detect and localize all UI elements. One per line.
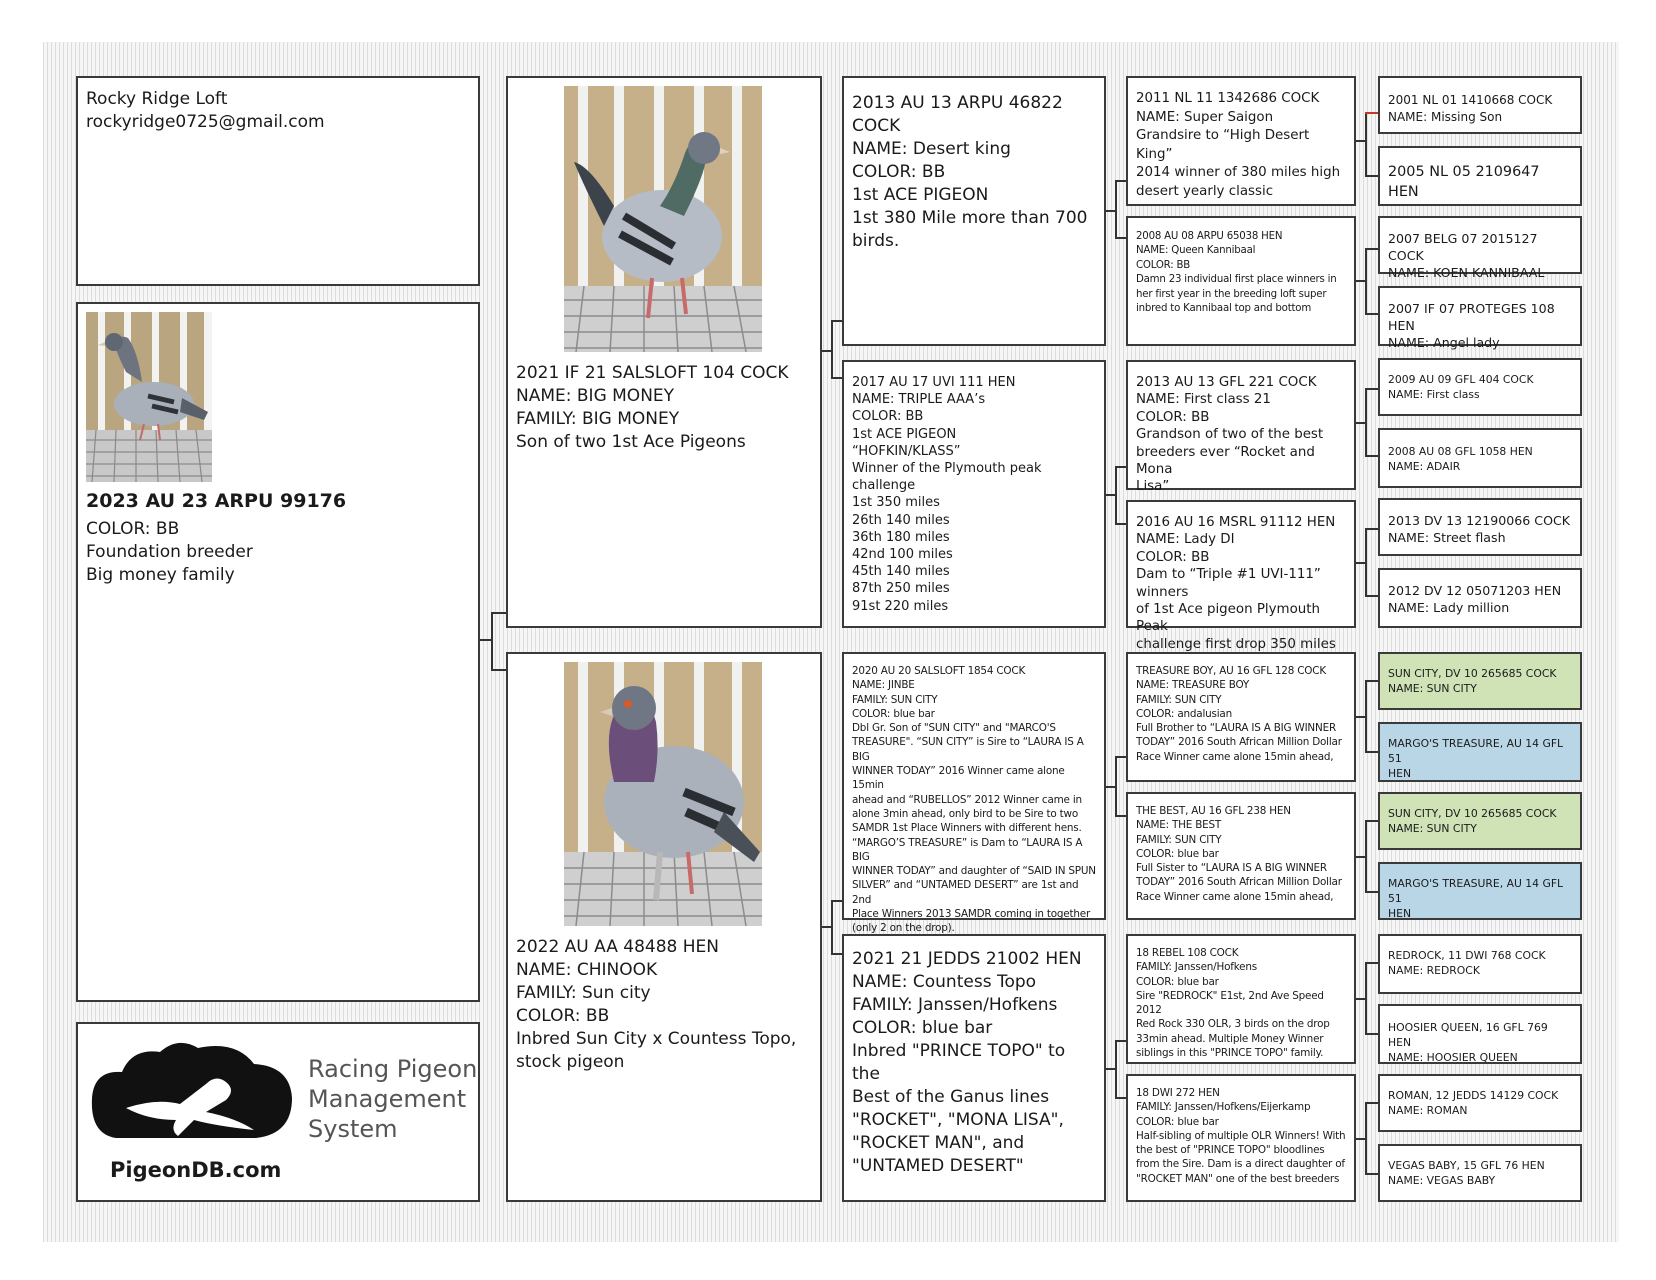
gen4-10: MARGO'S TREASURE, AU 14 GFL 51 HEN xyxy=(1378,722,1582,782)
connector-line xyxy=(1365,595,1378,597)
connector-line xyxy=(1365,313,1378,315)
gen4-9: SUN CITY, DV 10 265685 COCK NAME: SUN CITY xyxy=(1378,652,1582,710)
sire-text: 2021 IF 21 SALSLOFT 104 COCK NAME: BIG MONEY FAMILY: BIG MONEY Son of two 1st Ace Pigeons xyxy=(516,363,789,452)
connector-line xyxy=(1365,1102,1378,1104)
connector-line xyxy=(491,612,506,614)
connector-line xyxy=(1365,962,1367,1034)
gen3-3: 2013 AU 13 GFL 221 COCK NAME: First class 21 COLOR: BB Grandson of two of the best breeders ever “Rocket and Mona Lisa” xyxy=(1126,360,1356,490)
loft-name: Rocky Ridge Loft xyxy=(86,89,228,109)
gen2-sire-sire: 2013 AU 13 ARPU 46822 COCK NAME: Desert king COLOR: BB 1st ACE PIGEON 1st 380 Mile more than 700 birds. xyxy=(842,76,1106,346)
gen4-13: REDROCK, 11 DWI 768 COCK NAME: REDROCK xyxy=(1378,934,1582,994)
connector-line xyxy=(1115,1040,1117,1098)
gen4-16: VEGAS BABY, 15 GFL 76 HEN NAME: VEGAS BABY xyxy=(1378,1144,1582,1202)
gen2-dam-dam: 2021 21 JEDDS 21002 HEN NAME: Countess Topo FAMILY: Janssen/Hofkens COLOR: blue bar Inbred "PRINCE TOPO" to the Best of the Ganus lines "ROCKET", "MONA LISA", "ROCKET MAN", and "UNTAMED DESERT" xyxy=(842,934,1106,1202)
connector-line xyxy=(1115,756,1126,758)
gen3-5: TREASURE BOY, AU 16 GFL 128 COCK NAME: TREASURE BOY FAMILY: SUN CITY COLOR: andalusian Full Brother to “LAURA IS A BIG WINNER TODAY” 2016 South African Million Dollar Race Winner came alone 15min ahead, xyxy=(1126,652,1356,782)
connector-line xyxy=(1115,756,1117,816)
gen4-12: MARGO'S TREASURE, AU 14 GFL 51 HEN xyxy=(1378,862,1582,920)
subject-band: 2023 AU 23 ARPU 99176 xyxy=(86,490,347,512)
gen3-6: THE BEST, AU 16 GFL 238 HEN NAME: THE BEST FAMILY: SUN CITY COLOR: blue bar Full Sister to “LAURA IS A BIG WINNER TODAY” 2016 South African Million Dollar Race Winner came alone 15min ahead, xyxy=(1126,792,1356,920)
connector-line xyxy=(831,953,842,955)
gen3-2: 2008 AU 08 ARPU 65038 HEN NAME: Queen Kannibaal COLOR: BB Damn 23 individual first place winners in her first year in the breeding loft super inbred to Kannibaal top and bottom xyxy=(1126,216,1356,346)
connector-line xyxy=(1115,466,1117,524)
connector-line xyxy=(1365,680,1378,682)
connector-line xyxy=(1115,1040,1126,1042)
gen3-1: 2011 NL 11 1342686 COCK NAME: Super Saigon Grandsire to “High Desert King” 2014 winner of 380 miles high desert yearly classic xyxy=(1126,76,1356,206)
connector-line xyxy=(1365,1173,1378,1175)
connector-line xyxy=(491,612,493,670)
gen3-4: 2016 AU 16 MSRL 91112 HEN NAME: Lady DI COLOR: BB Dam to “Triple #1 UVI-111” winners of 1st Ace pigeon Plymouth Peak challenge first drop 350 miles xyxy=(1126,500,1356,628)
connector-line xyxy=(1365,112,1367,176)
gen4-4: 2007 IF 07 PROTEGES 108 HEN NAME: Angel lady xyxy=(1378,286,1582,346)
gen4-14: HOOSIER QUEEN, 16 GFL 769 HEN NAME: HOOSIER QUEEN xyxy=(1378,1004,1582,1064)
logo-site[interactable]: PigeonDB.com xyxy=(110,1158,282,1182)
gen4-2: 2005 NL 05 2109647 HEN xyxy=(1378,146,1582,206)
connector-line xyxy=(1115,815,1126,817)
gen2-dam-sire: 2020 AU 20 SALSLOFT 1854 COCK NAME: JINBE FAMILY: SUN CITY COLOR: blue bar Dbl Gr. Son of "SUN CITY" and "MARCO'S TREASURE". “SUN CITY” is Sire to “LAURA IS A BIG WINNER TODAY” 2016 Winner came alone 15min ahead and “RUBELLOS” 2012 Winner came in alone 3min ahead, only bird to be Sire to two SAMDR 1st Place Winners with different hens. “MARGO’S TREASURE” is Dam to “LAURA IS A BIG WINNER TODAY” and daughter of “SAID IN SPUN SILVER” and “UNTAMED DESERT” are 1st and 2nd Place Winners 2013 SAMDR coming in together (only 2 on the drop). xyxy=(842,652,1106,920)
connector-line xyxy=(1365,528,1378,530)
gen4-15: ROMAN, 12 JEDDS 14129 COCK NAME: ROMAN xyxy=(1378,1074,1582,1132)
gen3-8: 18 DWI 272 HEN FAMILY: Janssen/Hofkens/Eijerkamp COLOR: blue bar Half-sibling of multiple OLR Winners! With the best of "PRINCE TOPO" bloodlines from the Sire. Dam is a direct daughter of "ROCKET MAN" one of the best breeders xyxy=(1126,1074,1356,1202)
gen3-7: 18 REBEL 108 COCK FAMILY: Janssen/Hofkens COLOR: blue bar Sire "REDROCK" E1st, 2nd Ave Speed 2012 Red Rock 330 OLR, 3 birds on the drop 33min ahead. Multiple Money Winner siblings in this "PRINCE TOPO" family. xyxy=(1126,934,1356,1064)
gen4-1: 2001 NL 01 1410668 COCK NAME: Missing Son xyxy=(1378,76,1582,134)
connector-line xyxy=(1365,962,1378,964)
connector-line xyxy=(1365,680,1367,752)
sire-photo xyxy=(564,86,762,352)
connector-line xyxy=(831,900,842,902)
subject-photo xyxy=(86,312,212,482)
gen4-11: SUN CITY, DV 10 265685 COCK NAME: SUN CITY xyxy=(1378,792,1582,850)
connector-line xyxy=(1115,180,1126,182)
gen4-6: 2008 AU 08 GFL 1058 HEN NAME: ADAIR xyxy=(1378,428,1582,488)
gen4-3: 2007 BELG 07 2015127 COCK NAME: KOEN KANNIBAAL xyxy=(1378,216,1582,274)
gen4-7: 2013 DV 13 12190066 COCK NAME: Street flash xyxy=(1378,498,1582,556)
connector-line xyxy=(1365,528,1367,596)
connector-line xyxy=(1115,1097,1126,1099)
gen4-8: 2012 DV 12 05071203 HEN NAME: Lady million xyxy=(1378,568,1582,628)
connector-line xyxy=(1365,1102,1367,1174)
connector-line xyxy=(1365,248,1367,314)
pigeondb-logo xyxy=(86,1034,300,1150)
connector-line xyxy=(1365,820,1378,822)
loft-email[interactable]: rockyridge0725@gmail.com xyxy=(86,112,325,132)
connector-line xyxy=(1365,112,1378,114)
connector-line xyxy=(831,377,842,379)
connector-line xyxy=(1365,891,1378,893)
subject-details: COLOR: BB Foundation breeder Big money family xyxy=(86,519,253,585)
connector-line xyxy=(1365,248,1378,250)
sire-box xyxy=(506,76,822,628)
connector-line xyxy=(1115,180,1117,238)
dam-box xyxy=(506,652,822,1202)
logo-title: Racing Pigeon Management System xyxy=(308,1055,478,1143)
connector-line xyxy=(1365,1033,1378,1035)
connector-line xyxy=(1115,523,1126,525)
gen2-sire-dam: 2017 AU 17 UVI 111 HEN NAME: TRIPLE AAA’s COLOR: BB 1st ACE PIGEON “HOFKIN/KLASS” Winner of the Plymouth peak challenge 1st 350 miles 26th 140 miles 36th 180 miles 42nd 100 miles 45th 140 miles 87th 250 miles 91st 220 miles xyxy=(842,360,1106,628)
connector-line xyxy=(1365,388,1378,390)
connector-line xyxy=(491,669,506,671)
connector-line xyxy=(1365,455,1378,457)
connector-line xyxy=(1115,466,1126,468)
subject-box xyxy=(76,302,480,1002)
dam-text: 2022 AU AA 48488 HEN NAME: CHINOOK FAMILY: Sun city COLOR: BB Inbred Sun City x Countess Topo, stock pigeon xyxy=(516,937,797,1072)
connector-line xyxy=(1365,388,1367,456)
connector-line xyxy=(1365,820,1367,892)
connector-line xyxy=(1365,751,1378,753)
gen4-5: 2009 AU 09 GFL 404 COCK NAME: First class xyxy=(1378,358,1582,416)
logo-box xyxy=(76,1022,480,1202)
connector-line xyxy=(831,320,842,322)
connector-line xyxy=(1365,175,1378,177)
connector-line xyxy=(1115,237,1126,239)
connector-line xyxy=(831,900,833,954)
loft-info-box xyxy=(76,76,480,286)
connector-line xyxy=(831,320,833,378)
dam-photo xyxy=(564,662,762,926)
